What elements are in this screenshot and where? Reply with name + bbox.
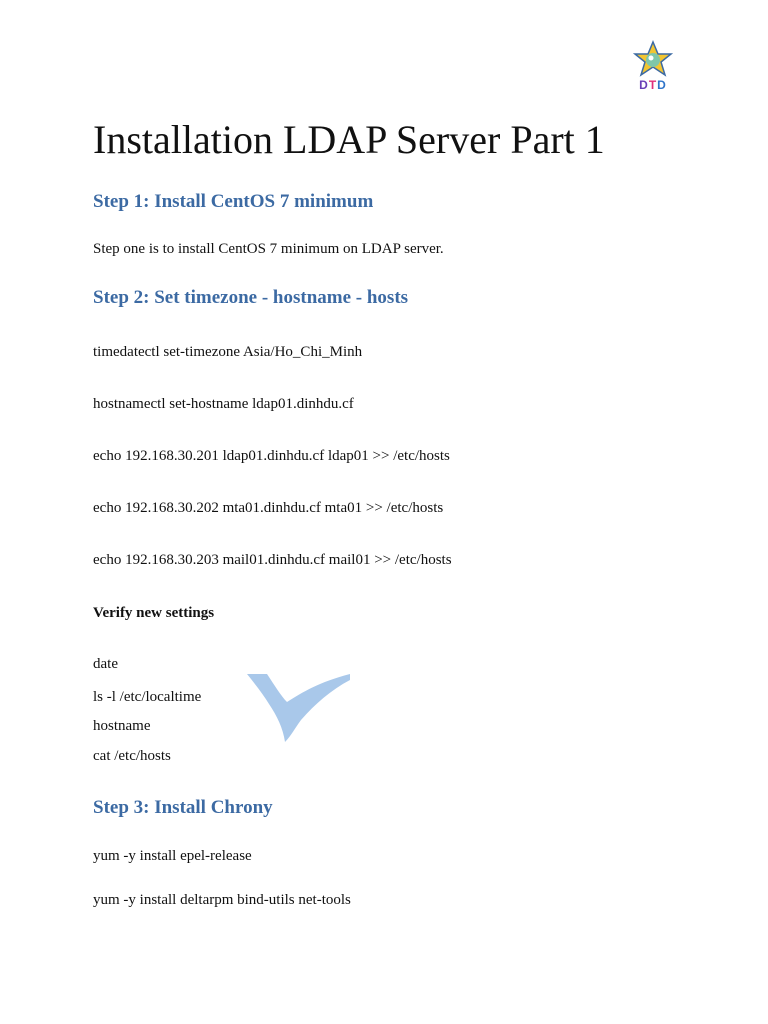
command-line: yum -y install deltarpm bind-utils net-tools [93, 892, 351, 908]
command-line: hostnamectl set-hostname ldap01.dinhdu.cf [93, 396, 354, 412]
verify-command: hostname [93, 718, 151, 734]
dtd-logo [626, 40, 680, 100]
verify-label: Verify new settings [93, 605, 215, 621]
command-line: timedatectl set-timezone Asia/Ho_Chi_Minh [93, 344, 363, 360]
step1-text: Step one is to install CentOS 7 minimum on LDAP server. [93, 241, 444, 257]
logo-letters [626, 78, 680, 92]
step1-heading: Step 1: Install CentOS 7 minimum [93, 191, 374, 212]
command-line: echo 192.168.30.201 ldap01.dinhdu.cf ldap01 >> /etc/hosts [93, 448, 450, 464]
verify-command: cat /etc/hosts [93, 748, 171, 764]
verify-command: ls -l /etc/localtime [93, 689, 202, 705]
star-icon [626, 40, 680, 80]
command-line: echo 192.168.30.202 mta01.dinhdu.cf mta01 >> /etc/hosts [93, 500, 444, 516]
step2-heading: Step 2: Set timezone - hostname - hosts [93, 287, 409, 308]
document-title: Installation LDAP Server Part 1 [93, 117, 605, 162]
command-line: yum -y install epel-release [93, 848, 252, 864]
command-line: echo 192.168.30.203 mail01.dinhdu.cf mail01 >> /etc/hosts [93, 552, 452, 568]
logo-letter: T [648, 78, 658, 92]
logo-letter: D [639, 78, 649, 92]
logo-letter: D [657, 78, 667, 92]
step3-heading: Step 3: Install Chrony [93, 797, 273, 818]
verify-command: date [93, 656, 118, 672]
watermark-icon [245, 672, 355, 744]
